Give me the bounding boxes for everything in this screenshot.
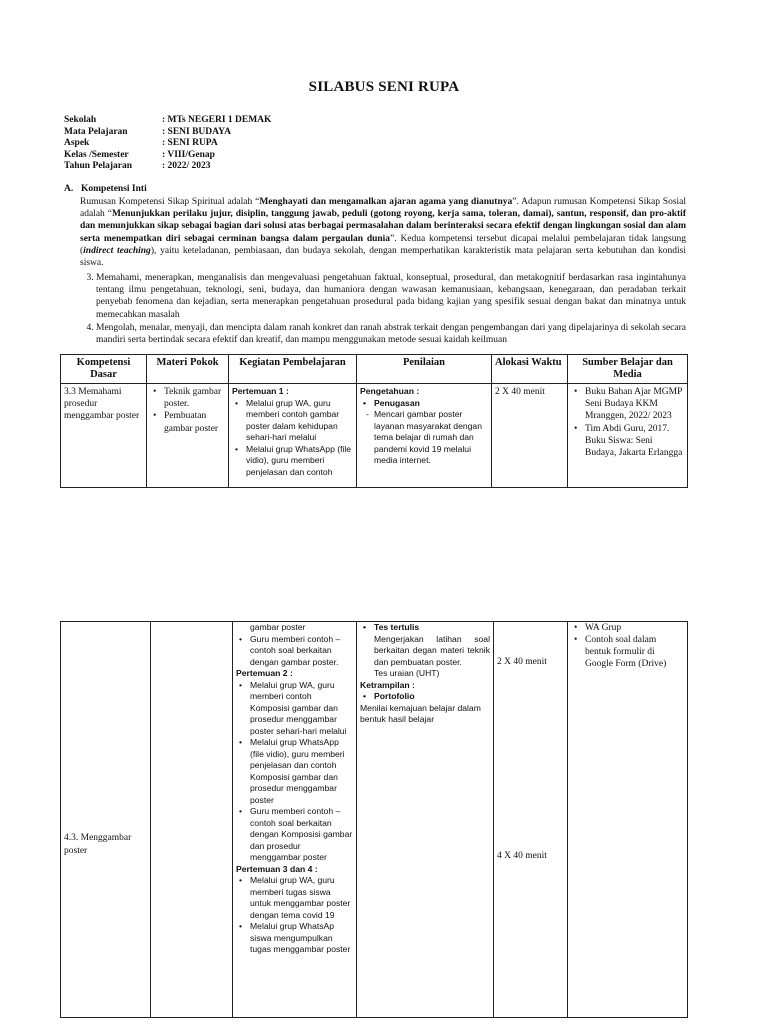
section-heading (64, 183, 686, 195)
sumber-list (571, 622, 684, 671)
list-item: • Penugasan (374, 398, 488, 410)
list-item: • Melalui grup WA, guru memberi contoh gambar poster dalam kehidupan sehari-hari melalui (246, 398, 353, 444)
section-title: Kompetensi Inti (81, 184, 147, 194)
kegiatan-list (232, 398, 353, 479)
cell-sumber (568, 384, 688, 488)
meta-value: : 2022/ 2023 (162, 161, 211, 172)
cell-penilaian (357, 384, 492, 488)
cell-kegiatan (229, 384, 357, 488)
cell-kd (61, 622, 151, 1018)
meta-row-subject (64, 127, 271, 139)
materi-list (150, 386, 225, 435)
ki-text: ”. Adapun rumusan Kompetensi Sikap Sosial adalah “ (80, 197, 687, 220)
list-item: • Tim Abdi Guru, 2017. Buku Siswa: Seni Budaya, Jakarta Erlangga (585, 423, 684, 459)
list-item: • Tes tertulis (374, 622, 490, 634)
table-row (61, 384, 688, 488)
meta-label: Sekolah (64, 115, 97, 125)
cell-materi (151, 622, 233, 1018)
list-item: • Portofolio (374, 691, 490, 703)
header-kegiatan: Kegiatan Pembelajaran (229, 355, 357, 384)
cell-kegiatan (233, 622, 357, 1018)
cell-alokasi: 2 X 40 menit (492, 384, 568, 488)
list-item: • Contoh soal dalam bentuk formulir di Google Form (Drive) (585, 634, 684, 670)
kegiatan-list (236, 634, 353, 669)
list-item: • Teknik gambar poster. (164, 386, 225, 410)
meta-row-year (64, 161, 271, 173)
header-materi: Materi Pokok (147, 355, 229, 384)
penilaian-list (360, 691, 490, 703)
penilaian-list (360, 622, 490, 634)
section-kompetensi-inti (64, 183, 686, 347)
ki-item-4: 4. Mengolah, menalar, menyaji, dan mencipta dalam ranah konkret dan ranah abstrak terkait dengan pengembangan dari yang dipelajarinya di sekolah secara mandiri serta bertindak secara efektif dan kreatif, dan mampu menggunakan metode sesuai kaidah keilmuan (96, 322, 686, 346)
meta-label: Kelas /Semester (64, 149, 129, 160)
penilaian-text: Mengerjakan latihan soal berkaitan degan materi teknik dan pembuatan poster. (374, 633, 490, 667)
penilaian-list (360, 398, 488, 410)
meeting-heading: Pertemuan 1 : (232, 386, 289, 397)
table-row (61, 622, 688, 1018)
ki-spiritual: Menghayati dan mengamalkan ajaran agama yang dianutnya (259, 197, 513, 208)
cell-kd (61, 384, 147, 488)
meta-value: : VIII/Genap (162, 149, 215, 160)
header-kd: Kompetensi Dasar (61, 355, 147, 384)
ki-text: Rumusan Kompetensi Sikap Spiritual adalah “ (80, 197, 260, 208)
ki-list (64, 272, 686, 346)
ki-paragraph (80, 196, 686, 269)
penilaian-text: Tes uraian (UHT) (374, 668, 440, 679)
syllabus-table-2 (60, 621, 688, 1018)
meta-value: : SENI BUDAYA (162, 126, 231, 137)
meta-label: Mata Pelajaran (64, 126, 128, 137)
list-item: • Melalui grup WA, guru memberi tugas siswa untuk menggambar poster dengan tema covid 19 (250, 875, 353, 921)
ki-text: ), yaitu keteladanan, pembiasaan, dan budaya sekolah, dengan memperhatikan karakteristik mata pelajaran serta kebutuhan dan kondisi siswa. (80, 245, 686, 268)
cell-penilaian (357, 622, 494, 1018)
meta-label: Tahun Pelajaran (64, 161, 133, 172)
list-item: • Guru memberi contoh – contoh soal berkaitan dengan Komposisi gambar dan prosedur menggambar poster (250, 806, 353, 864)
penilaian-text: Menilai kemajuan belajar dalam bentuk hasil belajar (360, 702, 481, 725)
list-item: • Melalui grup WhatsApp (file vidio), guru memberi penjelasan dan contoh (246, 444, 353, 479)
kd-text: 4.3. Menggambar poster (64, 833, 132, 856)
list-item: • Melalui grup WA, guru memberi contoh Komposisi gambar dan prosedur menggambar poster sehari-hari melalui (250, 680, 353, 738)
document-title: SILABUS SENI RUPA (308, 79, 460, 95)
list-item: - Mencari gambar poster layanan masyarakat dengan tema belajar di rumah dan pandemi kovid 19 melalui media internet. (374, 409, 488, 467)
meta-value: : SENI RUPA (162, 138, 218, 149)
section-number: A. (64, 184, 74, 194)
kegiatan-continued: gambar poster (250, 622, 306, 632)
ki-indirect-teaching: indirect teaching (83, 245, 151, 256)
header-sumber: Sumber Belajar dan Media (568, 355, 688, 384)
cell-alokasi (494, 622, 568, 1018)
cell-sumber (568, 622, 688, 1018)
meta-label: Aspek (64, 138, 90, 149)
ki-text: ”. Kedua kompetensi tersebut dicapai melalui pembelajaran tidak langsung ( (80, 233, 687, 256)
syllabus-table-1 (60, 354, 688, 488)
penilaian-sublist (360, 409, 488, 467)
meeting-heading: Pertemuan 3 dan 4 : (236, 863, 318, 874)
list-item: • WA Grup (585, 622, 684, 634)
assessment-heading: Pengetahuan : (360, 386, 420, 397)
alokasi-text: 2 X 40 menit (497, 657, 547, 667)
kegiatan-list (236, 875, 353, 956)
list-item: • Melalui grup WhatsApp (file vidio), guru memberi penjelasan dan contoh Komposisi gambar dan prosedur menggambar poster (250, 737, 353, 806)
sumber-list (571, 386, 684, 459)
skill-heading: Ketrampilan : (360, 679, 415, 690)
ki-social: Menunjukkan perilaku jujur, disiplin, tanggung jawab, peduli (gotong royong, kerja sama, toleran, damai), santun, responsif, dan pro-aktif dan menunjukkan sikap sebagai bagian dari solusi atas berbagai permasalahan dalam berinteraksi secara efektif dengan lingkungan sosial dan alam serta menempatkan diri sebagai cerminan bangsa dalam pergaulan dunia (80, 209, 686, 244)
school-info (64, 115, 271, 173)
kegiatan-list (236, 680, 353, 864)
list-item: • Guru memberi contoh – contoh soal berkaitan dengan gambar poster. (250, 634, 353, 669)
meta-row-class (64, 150, 271, 162)
meeting-heading: Pertemuan 2 : (236, 668, 293, 679)
list-item: • Pembuatan gambar poster (164, 410, 225, 434)
meta-value: : MTs NEGERI 1 DEMAK (162, 115, 272, 125)
meta-row-school (64, 115, 271, 127)
ki-item-3: 3. Memahami, menerapkan, menganalisis dan mengevaluasi pengetahuan faktual, konseptual, prosedural, dan metakognitif berdasarkan rasa ingintahunya tentang ilmu pengetahuan, teknologi, seni, budaya, dan humaniora dengan wawasan kemanusiaan, kebangsaan, kenegaraan, dan peradaban terkait penyebab fenomena dan kejadian, serta menerapkan pengetahuan prosedural pada bidang kajian yang spesifik sesuai dengan bakat dan minatnya untuk memecahkan masalah (96, 272, 686, 321)
kd-text: 3.3 Memahami prosedur menggambar poster (64, 387, 140, 422)
list-item: • Melalui grup WhatsAp siswa mengumpulkan tugas menggambar poster (250, 921, 353, 956)
header-penilaian: Penilaian (357, 355, 492, 384)
list-item: • Buku Bahan Ajar MGMP Seni Budaya KKM Mranggen, 2022/ 2023 (585, 386, 684, 422)
table-header-row (61, 355, 688, 384)
alokasi-text: 4 X 40 menit (497, 851, 547, 862)
cell-materi (147, 384, 229, 488)
meta-row-aspect (64, 138, 271, 150)
header-alokasi: Alokasi Waktu (492, 355, 568, 384)
